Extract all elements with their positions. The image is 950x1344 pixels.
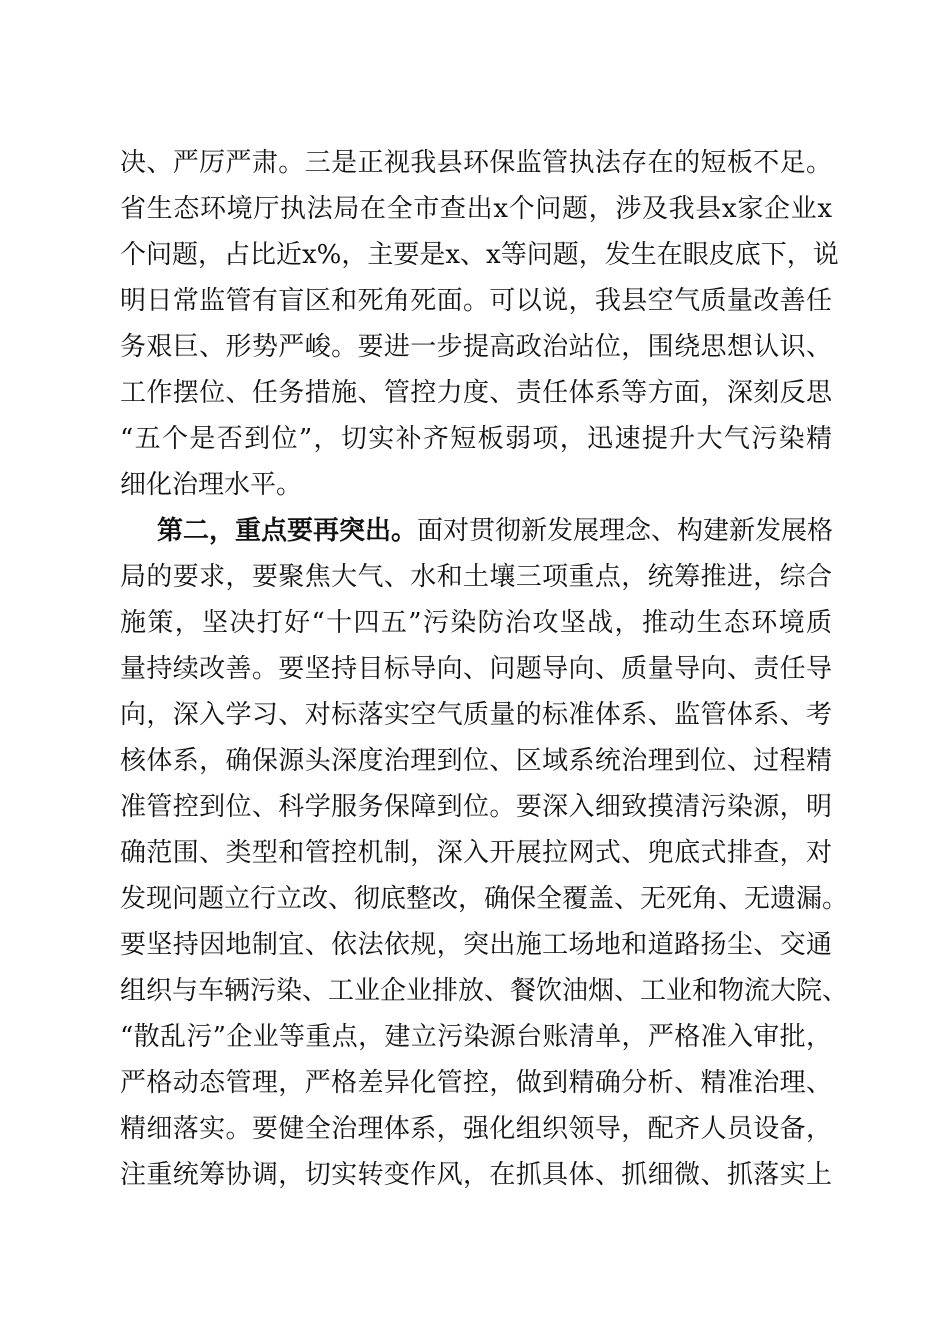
text-line: 组织与车辆污染、工业企业排放、餐饮油烟、工业和物流大院、: [120, 976, 849, 1006]
text-line: 向，深入学习、对标落实空气质量的标准体系、监管体系、考: [120, 700, 832, 730]
text-line: “散乱污”企业等重点，建立污染源台账清单，严格准入审批，: [120, 1022, 832, 1052]
text-line: 决、严厉严肃。三是正视我县环保监管执法存在的短板不足。: [120, 148, 832, 178]
text-line: 务艰巨、形势严峻。要进一步提高政治站位，围绕思想认识、: [120, 332, 832, 362]
text-line: 省生态环境厅执法局在全市查出x个问题，涉及我县x家企业x: [120, 194, 832, 224]
text-line: 个问题，占比近x%，主要是x、x等问题，发生在眼皮底下，说: [120, 240, 839, 270]
body-text: [120, 140, 849, 1198]
section-heading: 第二，重点要再突出。: [157, 516, 418, 546]
text-line: 施策，坚决打好“十四五”污染防治攻坚战，推动生态环境质: [120, 608, 832, 638]
text-line: 精细落实。要健全治理体系，强化组织领导，配齐人员设备，: [120, 1114, 832, 1144]
text-line: 量持续改善。要坚持目标导向、问题导向、质量导向、责任导: [120, 654, 832, 684]
text-line: “五个是否到位”，切实补齐短板弱项，迅速提升大气污染精: [120, 424, 832, 454]
text-line: 注重统筹协调，切实转变作风，在抓具体、抓细微、抓落实上: [120, 1160, 832, 1190]
paragraph-first-line: [120, 508, 832, 554]
text-line: 严格动态管理，严格差异化管控，做到精确分析、精准治理、: [120, 1068, 832, 1098]
text-line: 要坚持因地制宜、依法依规，突出施工场地和道路扬尘、交通: [120, 930, 832, 960]
text-line: 准管控到位、科学服务保障到位。要深入细致摸清污染源，明: [120, 792, 832, 822]
text-line: 工作摆位、任务措施、管控力度、责任体系等方面，深刻反思: [120, 378, 832, 408]
text-line: 发现问题立行立改、彻底整改，确保全覆盖、无死角、无遗漏。: [120, 884, 849, 914]
text-line: 核体系，确保源头深度治理到位、区域系统治理到位、过程精: [120, 746, 832, 776]
text-line: 明日常监管有盲区和死角死面。可以说，我县空气质量改善任: [120, 286, 832, 316]
text-line: 确范围、类型和管控机制，深入开展拉网式、兜底式排查，对: [120, 838, 832, 868]
text-run: 面对贯彻新发展理念、构建新发展格: [417, 516, 834, 546]
text-line: 局的要求，要聚焦大气、水和土壤三项重点，统筹推进，综合: [120, 562, 832, 592]
text-line: 细化治理水平。: [120, 470, 303, 500]
